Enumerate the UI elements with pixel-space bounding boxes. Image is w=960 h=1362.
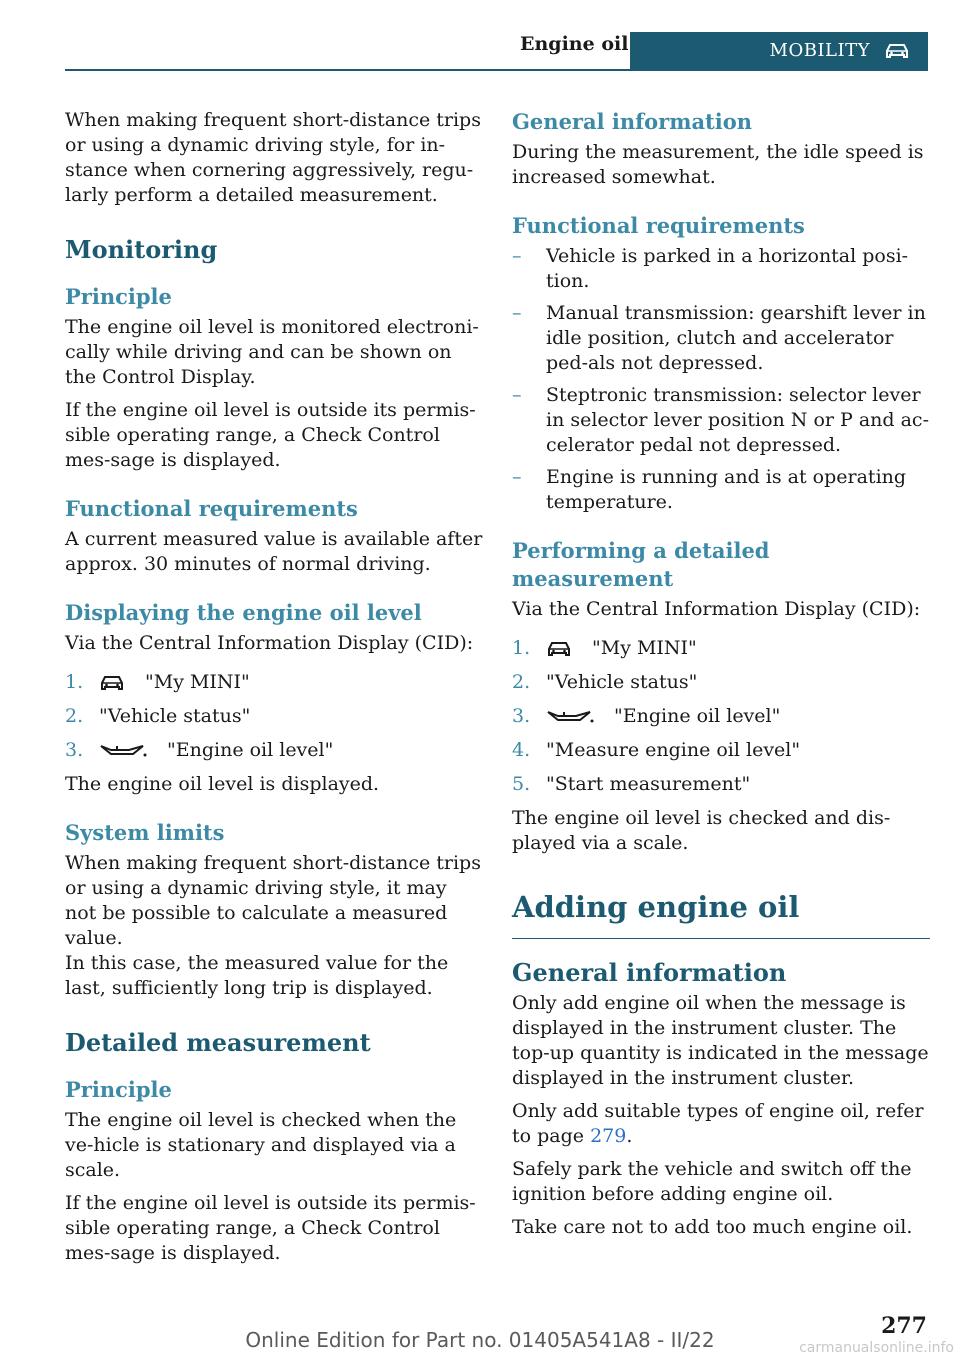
adding-p2-text: Only add suitable types of engine oil, refer to page	[512, 1100, 924, 1147]
detailed-principle-p2: If the engine oil level is outside its permis-sible operating range, a Check Control mes-sage is displayed.	[65, 1192, 476, 1264]
perform-measurement-intro: Via the Central Information Display (CID):	[512, 598, 921, 620]
list-item-text: Manual transmission: gearshift lever in idle position, clutch and accelerator ped-als not depressed.	[546, 302, 926, 374]
detailed-principle-heading: Principle	[65, 1077, 172, 1102]
footer-edition: Online Edition for Part no. 01405A541A8 - II/22	[245, 1328, 715, 1352]
system-limits-p1: When making frequent short-distance trips or using a dynamic driving style, it may not be possible to calculate a measured value.	[65, 852, 481, 949]
intro-paragraph: When making frequent short-distance trips or using a dynamic driving style, for in-stance when cornering aggressively, regu-larly perform a detailed measurement.	[65, 109, 481, 206]
step-number: 2.	[65, 705, 84, 727]
list-item	[512, 244, 930, 294]
list-item	[512, 670, 930, 695]
page-279-link[interactable]: 279	[590, 1125, 627, 1147]
perform-steps-list	[512, 636, 930, 797]
page-number: 277	[881, 1313, 927, 1339]
list-dash: –	[512, 245, 522, 267]
list-item-text: Engine is running and is at operating temperature.	[546, 466, 907, 513]
oil-can-icon	[99, 743, 147, 759]
oil-can-icon	[546, 709, 594, 725]
header-rule	[65, 69, 928, 71]
left-column	[65, 108, 483, 1274]
list-item-text: Steptronic transmission: selector lever in selector lever position N or P and ac-celerator pedal not depressed.	[546, 384, 929, 456]
list-dash: –	[512, 384, 522, 406]
list-item	[512, 738, 930, 763]
step-text: "My MINI"	[592, 637, 697, 659]
step-number: 1.	[512, 637, 531, 659]
monitoring-requirements-heading: Functional requirements	[65, 496, 358, 521]
list-item	[512, 704, 930, 729]
car-icon	[884, 42, 910, 60]
list-item	[512, 301, 930, 376]
adding-general-info-heading: General information	[512, 958, 787, 987]
right-column	[512, 108, 930, 1248]
car-icon	[546, 640, 572, 658]
list-item	[65, 704, 483, 729]
list-item	[512, 465, 930, 515]
adding-engine-oil-heading: Adding engine oil	[512, 890, 930, 939]
step-text: "Engine oil level"	[614, 705, 781, 727]
system-limits-p2: In this case, the measured value for the last, sufficiently long trip is displayed.	[65, 952, 449, 999]
perform-result: The engine oil level is checked and dis-played via a scale.	[512, 807, 891, 854]
monitoring-principle-p1: The engine oil level is monitored electroni-cally while driving and can be shown on the Control Display.	[65, 316, 479, 388]
monitoring-principle-p2: If the engine oil level is outside its permis-sible operating range, a Check Control mes-sage is displayed.	[65, 399, 476, 471]
list-item-text: Vehicle is parked in a horizontal posi-tion.	[546, 245, 909, 292]
step-text: "Engine oil level"	[167, 739, 334, 761]
adding-p2	[512, 1099, 930, 1149]
step-number: 4.	[512, 739, 531, 761]
monitoring-principle-heading: Principle	[65, 284, 172, 309]
adding-p4: Take care not to add too much engine oil.	[512, 1216, 913, 1238]
display-oil-level-heading: Displaying the engine oil level	[65, 600, 422, 625]
requirements-list	[512, 244, 930, 515]
car-icon	[99, 674, 125, 692]
list-dash: –	[512, 302, 522, 324]
display-oil-level-intro: Via the Central Information Display (CID):	[65, 632, 474, 654]
step-text: "Vehicle status"	[99, 705, 251, 727]
step-number: 1.	[65, 671, 84, 693]
monitoring-requirements-paragraph: A current measured value is available after approx. 30 minutes of normal driving.	[65, 528, 483, 575]
detailed-principle-p1: The engine oil level is checked when the ve-hicle is stationary and displayed via a scale.	[65, 1109, 457, 1181]
adding-p1: Only add engine oil when the message is displayed in the instrument cluster. The top-up quantity is indicated in the message displayed in the instrument cluster.	[512, 992, 929, 1089]
header-chapter-label: MOBILITY	[769, 40, 870, 61]
list-item	[512, 383, 930, 458]
step-text: "My MINI"	[145, 671, 250, 693]
step-text: "Measure engine oil level"	[546, 739, 801, 761]
adding-p2-end: .	[626, 1125, 633, 1147]
general-info-paragraph: During the measurement, the idle speed is increased somewhat.	[512, 141, 924, 188]
step-number: 2.	[512, 671, 531, 693]
adding-p3: Safely park the vehicle and switch off the ignition before adding engine oil.	[512, 1158, 912, 1205]
display-result: The engine oil level is displayed.	[65, 773, 380, 795]
step-text: "Start measurement"	[546, 773, 751, 795]
step-text: "Vehicle status"	[546, 671, 698, 693]
list-item	[65, 670, 483, 695]
display-steps-list	[65, 670, 483, 763]
system-limits-heading: System limits	[65, 820, 225, 845]
general-info-heading: General information	[512, 109, 753, 134]
step-number: 5.	[512, 773, 531, 795]
requirements-heading: Functional requirements	[512, 213, 805, 238]
list-item	[65, 738, 483, 763]
list-item	[512, 636, 930, 661]
list-dash: –	[512, 466, 522, 488]
perform-measurement-heading: Performing a detailed measurement	[512, 538, 770, 591]
step-number: 3.	[512, 705, 531, 727]
monitoring-heading: Monitoring	[65, 235, 218, 264]
step-number: 3.	[65, 739, 84, 761]
detailed-measurement-heading: Detailed measurement	[65, 1028, 371, 1057]
watermark: carmanualsonline.info	[799, 1340, 954, 1356]
header-chapter-tab	[630, 32, 928, 69]
list-item	[512, 772, 930, 797]
header-section-title: Engine oil	[520, 33, 629, 55]
